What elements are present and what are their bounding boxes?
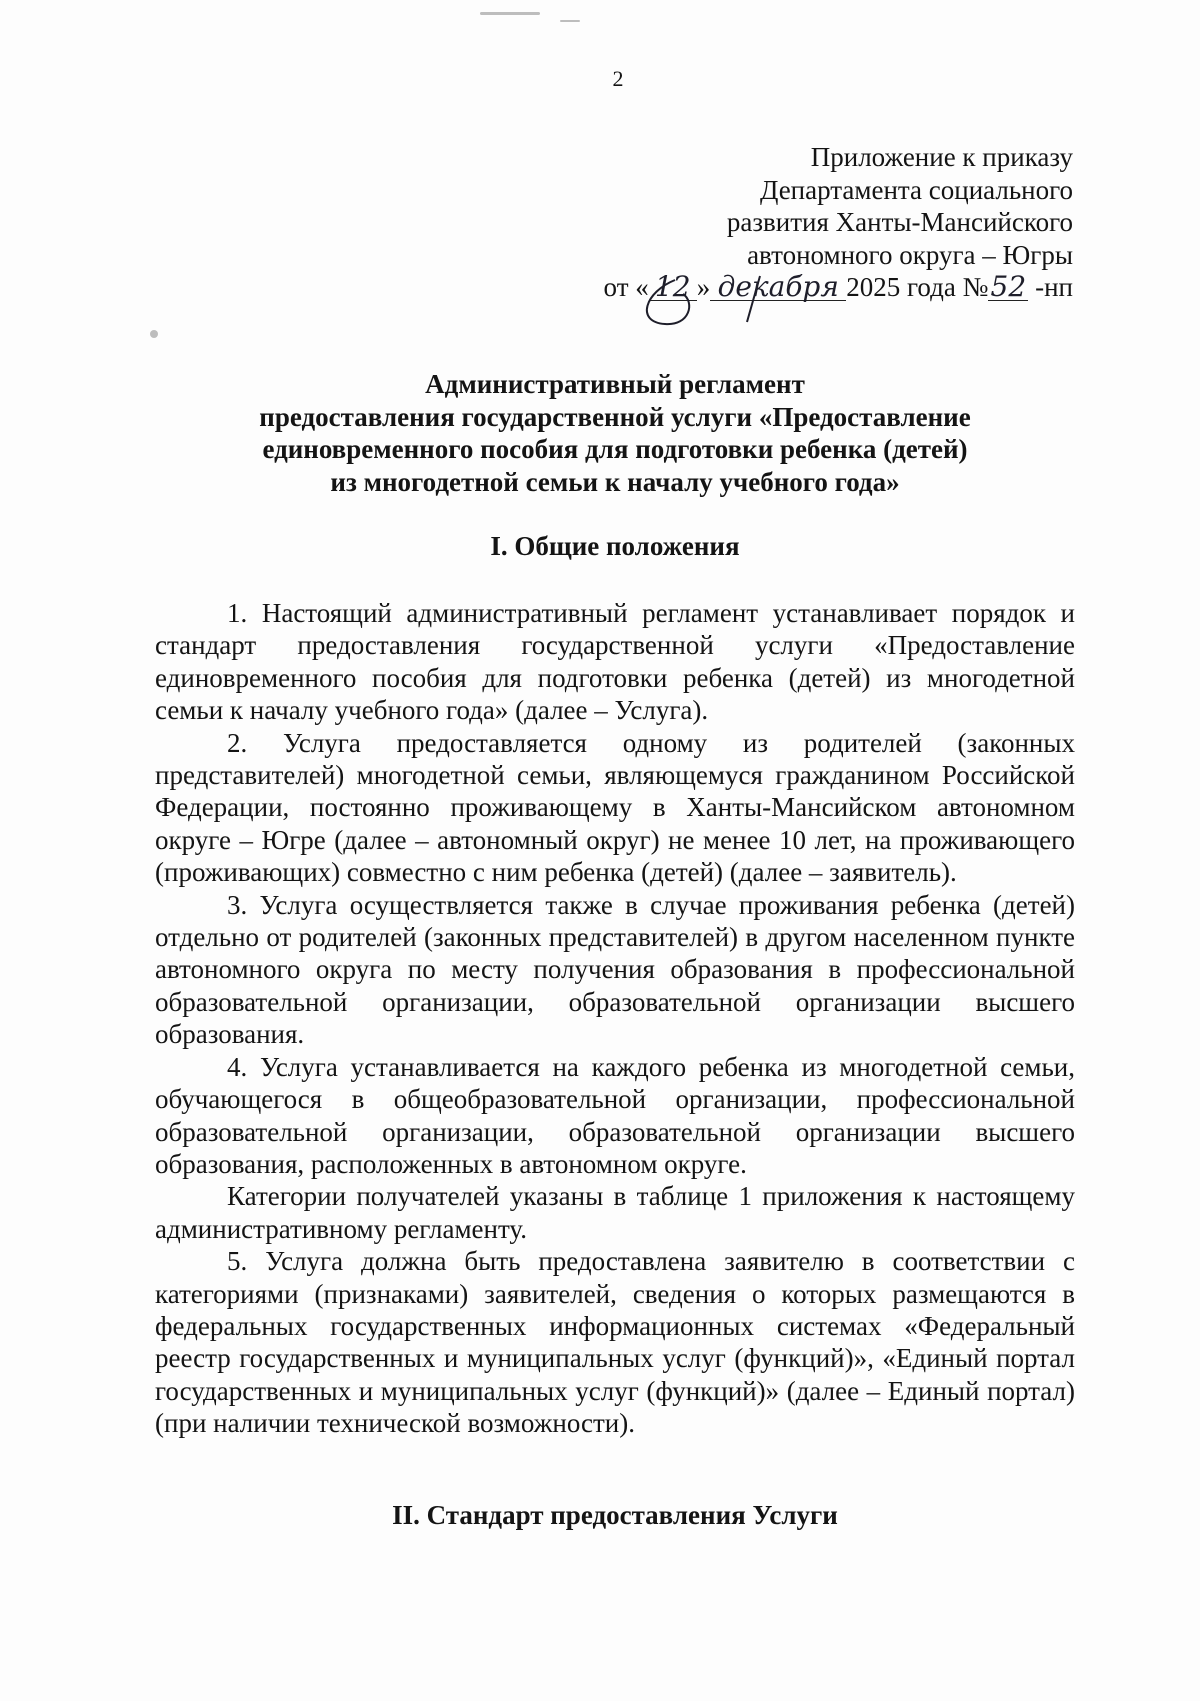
page-number: 2: [612, 66, 624, 91]
scan-speck: [560, 20, 580, 22]
appendix-line-2: Департамента социального: [759, 174, 1073, 205]
section-heading-general: I. Общие положения: [490, 531, 740, 561]
handwritten-day: 12: [649, 274, 697, 301]
paragraph-5: 5. Услуга должна быть предоставлена заявителю в соответствии с категориями (признаками) заявителей, сведения о которых размещаются в федеральных государственных информационных системах «Федеральный реестр государственных и муниципальных услуг (функций)», «Единый портал государственных и муниципальных услуг (функций)» (далее – Единый портал) (при наличии технической возможности).: [155, 1246, 1075, 1439]
date-quote: »: [696, 272, 711, 302]
paragraph-2: 2. Услуга предоставляется одному из родителей (законных представителей) многодетной семьи, являющемуся гражданином Российской Федерации, постоянно проживающему в Ханты-Мансийском автономном округе – Югре (далее – автономный округ) не менее 10 лет, на проживающего (проживающих) совместно с ним ребенка (детей) (далее – заявитель).: [155, 727, 1075, 888]
paragraph-4: 4. Услуга устанавливается на каждого ребенка из многодетной семьи, обучающегося в общеобразовательной организации, профессиональной образовательной организации, образовательной организации высшего образования, расположенных в автономном округе.: [155, 1051, 1075, 1179]
handwritten-month: декабря: [710, 274, 846, 301]
appendix-line-3: развития Ханты-Мансийского: [726, 207, 1073, 237]
paragraph-3: 3. Услуга осуществляется также в случае проживания ребенка (детей) отдельно от родителей (законных представителей) в другом населенном пункте автономного округа по месту получения образования в профессиональной образовательной организации, образовательной организации высшего образования.: [155, 889, 1075, 1050]
title-line-4: из многодетной семьи к началу учебного года»: [330, 466, 900, 497]
document-title: [155, 368, 1075, 498]
order-date-line: [513, 271, 1073, 304]
title-line-3: единовременного пособия для подготовки ребенка (детей): [262, 434, 968, 464]
date-prefix: от «: [603, 272, 649, 302]
section-body: [155, 597, 1075, 1440]
scan-speck: [150, 330, 158, 338]
title-line-1: Административный регламент: [425, 369, 805, 399]
title-line-2: предоставления государственной услуги «Предоставление: [259, 401, 971, 432]
date-year: 2025 года №: [846, 272, 989, 302]
handwritten-order-number: 52: [988, 274, 1028, 301]
appendix-line-4: автономного округа – Югры: [747, 239, 1073, 270]
paragraph-categories: Категории получателей указаны в таблице 1 приложения к настоящему административному регламенту.: [155, 1181, 1075, 1244]
scan-speck: [480, 12, 540, 15]
paragraph-1: 1. Настоящий административный регламент устанавливает порядок и стандарт предоставления государственной услуги «Предоставление единовременного пособия для подготовки ребенка (детей) из многодетной семьи к началу учебного года» (далее – Услуга).: [155, 598, 1075, 726]
appendix-line-1: Приложение к приказу: [810, 142, 1073, 172]
order-suffix: -нп: [1028, 272, 1073, 302]
appendix-header: [513, 141, 1073, 304]
section-heading-standard: II. Стандарт предоставления Услуги: [392, 1500, 838, 1530]
